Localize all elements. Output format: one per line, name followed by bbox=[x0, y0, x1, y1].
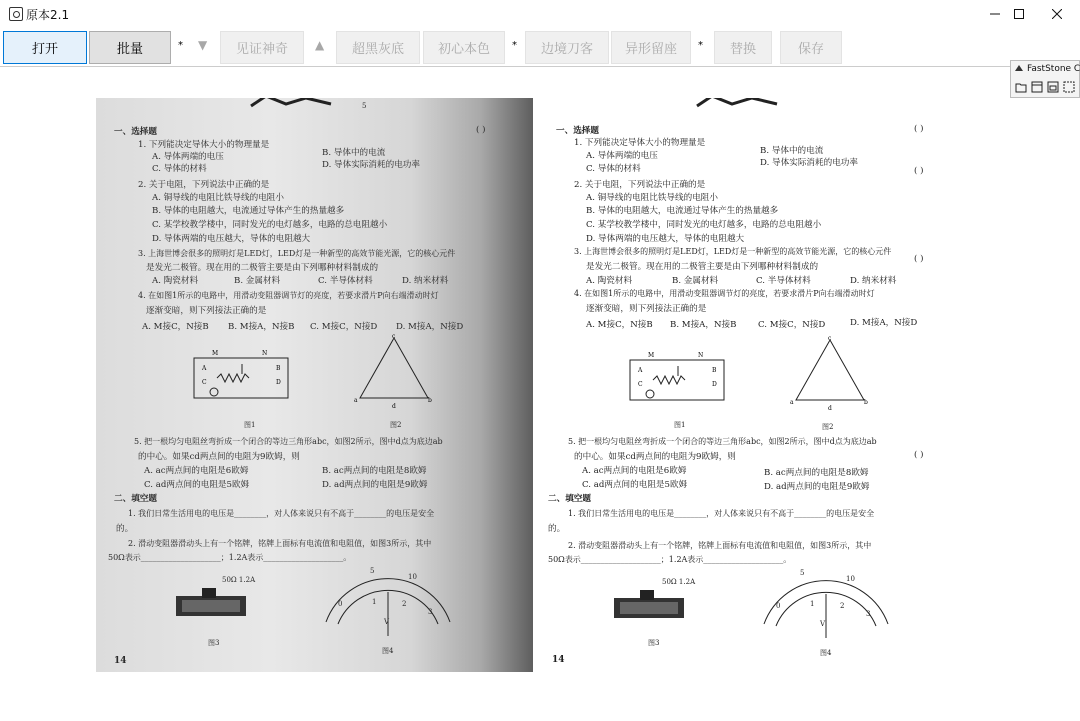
section2-title: 二、填空题 bbox=[548, 494, 591, 504]
svg-text:D: D bbox=[712, 381, 717, 388]
separator-star: * bbox=[512, 40, 517, 51]
open-button[interactable]: 打开 bbox=[3, 31, 87, 64]
q4-option-d: D. M接A，N接D bbox=[850, 318, 918, 328]
app-icon bbox=[9, 7, 23, 21]
capture-region-icon[interactable] bbox=[1063, 81, 1075, 93]
meter-tick-0: 0 bbox=[776, 602, 781, 610]
border-cut-button[interactable]: 边境刀客 bbox=[525, 31, 609, 64]
q2-option-b: B. 导体的电阻越大，电流通过导体产生的热量越多 bbox=[152, 206, 345, 216]
replace-button[interactable]: 替换 bbox=[714, 31, 772, 64]
q3-option-c: C. 半导体材料 bbox=[756, 276, 811, 286]
page-number: 14 bbox=[114, 656, 127, 666]
meter-unit: V bbox=[384, 618, 390, 626]
rheostat-icon bbox=[610, 588, 690, 628]
q3-option-c: C. 半导体材料 bbox=[318, 276, 373, 286]
q3-text-a: 3. 上海世博会很多的照明灯是LED灯，LED灯是一种新型的高效节能光源，它的核心元件 bbox=[138, 249, 456, 258]
q4-option-d: D. M接A，N接D bbox=[396, 322, 464, 332]
rheostat-label: 50Ω 1.2A bbox=[222, 576, 256, 584]
q2-option-a: A. 铜导线的电阻比铁导线的电阻小 bbox=[152, 193, 284, 203]
fill1-text-a: 1. 我们日常生活用电的电压是________，对人体来说只有不高于________的电压是安全 bbox=[128, 509, 435, 518]
q4-text-b: 逐渐变暗，则下列接法正确的是 bbox=[146, 306, 267, 316]
meter-tick-5: 5 bbox=[800, 569, 805, 577]
open-file-icon[interactable] bbox=[1015, 81, 1027, 93]
separator-star: * bbox=[178, 40, 183, 51]
q5-option-a: A. ac两点间的电阻是6欧姆 bbox=[144, 466, 249, 476]
section1-title: 一、选择题 bbox=[556, 126, 599, 136]
q5-option-d: D. ad两点间的电阻是9欧姆 bbox=[322, 480, 428, 490]
maximize-icon bbox=[1014, 9, 1024, 19]
svg-text:B: B bbox=[276, 365, 281, 372]
svg-text:N: N bbox=[698, 352, 704, 359]
meter-tick: 5 bbox=[362, 102, 367, 110]
batch-button[interactable]: 批量 bbox=[89, 31, 171, 64]
q4-option-c: C. M接C，N接D bbox=[310, 322, 378, 332]
circuit-diagram-icon bbox=[192, 346, 292, 406]
fill2-text-b: 50Ω表示____________________；1.2A表示____________________。 bbox=[548, 555, 792, 564]
meter-unit: V bbox=[820, 620, 826, 628]
q1-option-c: C. 导体的材料 bbox=[152, 164, 207, 174]
title-bar bbox=[0, 0, 1080, 28]
bracket: ( ) bbox=[914, 254, 924, 264]
svg-text:C: C bbox=[638, 381, 643, 388]
faststone-capture-panel[interactable] bbox=[1010, 60, 1080, 98]
q5-option-c: C. ad两点间的电阻是5欧姆 bbox=[144, 480, 250, 490]
rheostat-label: 50Ω 1.2A bbox=[662, 578, 696, 586]
fill2-text-a: 2. 滑动变阻器滑动头上有一个铭牌，铭牌上面标有电流值和电阻值，如图3所示，其中 bbox=[128, 539, 432, 548]
q2-option-d: D. 导体两端的电压越大，导体的电阻越大 bbox=[586, 234, 745, 244]
q3-option-a: A. 陶瓷材料 bbox=[152, 276, 199, 286]
fill1-text-b: 的。 bbox=[548, 524, 566, 534]
processed-document bbox=[544, 98, 966, 672]
svg-text:d: d bbox=[828, 405, 832, 412]
q4-option-b: B. M接A，N接B bbox=[670, 320, 737, 330]
q5-text-a: 5. 把一根均匀电阻丝弯折成一个闭合的等边三角形abc，如图2所示，图中d点为底边ab bbox=[568, 437, 877, 446]
odd-stay-button[interactable]: 异形留座 bbox=[611, 31, 691, 64]
window-title: 原本2.1 bbox=[26, 8, 70, 22]
q4-option-c: C. M接C，N接D bbox=[758, 320, 826, 330]
toolbar bbox=[0, 28, 1080, 66]
q3-text-b: 是发光二极管。现在用的二极管主要是由下列哪种材料制成的 bbox=[586, 262, 819, 272]
q1-option-c: C. 导体的材料 bbox=[586, 164, 641, 174]
header-banner-icon bbox=[246, 98, 336, 108]
fill1-text-a: 1. 我们日常生活用电的电压是________，对人体来说只有不高于________的电压是安全 bbox=[568, 509, 875, 518]
header-banner-icon bbox=[692, 98, 782, 108]
q5-option-b: B. ac两点间的电阻是8欧姆 bbox=[322, 466, 427, 476]
close-button[interactable] bbox=[1034, 0, 1080, 28]
q2-option-d: D. 导体两端的电压越大，导体的电阻越大 bbox=[152, 234, 311, 244]
svg-text:c: c bbox=[828, 336, 832, 342]
q1-option-d: D. 导体实际消耗的电功率 bbox=[760, 158, 858, 168]
image-viewer bbox=[0, 66, 1080, 721]
q2-text: 2. 关于电阻，下列说法中正确的是 bbox=[574, 180, 706, 190]
figure1-label: 图1 bbox=[244, 421, 256, 429]
witness-button[interactable]: 见证神奇 bbox=[220, 31, 304, 64]
original-color-button[interactable]: 初心本色 bbox=[423, 31, 505, 64]
figure4-label: 图4 bbox=[382, 647, 394, 655]
down-arrow-button[interactable]: ▼ bbox=[198, 38, 208, 52]
meter-tick-2: 2 bbox=[840, 602, 845, 610]
q2-option-b: B. 导体的电阻越大，电流通过导体产生的热量越多 bbox=[586, 206, 779, 216]
fill2-text-a: 2. 滑动变阻器滑动头上有一个铭牌，铭牌上面标有电流值和电阻值，如图3所示，其中 bbox=[568, 541, 872, 550]
bracket: ( ) bbox=[914, 124, 924, 134]
q5-text-a: 5. 把一根均匀电阻丝弯折成一个闭合的等边三角形abc，如图2所示，图中d点为底边ab bbox=[134, 437, 443, 446]
figure3-label: 图3 bbox=[648, 639, 660, 647]
q4-option-a: A. M接C，N接B bbox=[142, 322, 209, 332]
figure1-label: 图1 bbox=[674, 421, 686, 429]
faststone-title: FastStone C bbox=[1027, 64, 1080, 74]
q1-option-d: D. 导体实际消耗的电功率 bbox=[322, 160, 420, 170]
figure3-label: 图3 bbox=[208, 639, 220, 647]
capture-window-icon[interactable] bbox=[1031, 81, 1043, 93]
q3-option-d: D. 纳米材料 bbox=[402, 276, 449, 286]
q5-text-b: 的中心。如果cd两点间的电阻为9欧姆，则 bbox=[138, 452, 300, 462]
close-icon bbox=[1052, 9, 1062, 19]
meter-tick-1: 1 bbox=[372, 598, 377, 606]
q4-text-a: 4. 在如图1所示的电路中，用滑动变阻器调节灯的亮度，若要求滑片P向右端滑动时灯 bbox=[138, 291, 439, 300]
svg-text:a: a bbox=[790, 399, 794, 406]
circuit-diagram-icon bbox=[628, 348, 728, 408]
meter-tick-3: 3 bbox=[428, 608, 433, 616]
q3-text-b: 是发光二极管。现在用的二极管主要是由下列哪种材料制成的 bbox=[146, 263, 379, 273]
svg-text:c: c bbox=[392, 334, 396, 340]
meter-tick-0: 0 bbox=[338, 600, 343, 608]
fill2-text-b: 50Ω表示____________________；1.2A表示____________________。 bbox=[108, 553, 352, 562]
bracket: ( ) bbox=[914, 450, 924, 460]
voltmeter-dial-icon bbox=[756, 574, 896, 652]
q5-text-b: 的中心。如果cd两点间的电阻为9欧姆，则 bbox=[574, 452, 736, 462]
q1-option-a: A. 导体两端的电压 bbox=[152, 152, 224, 162]
meter-tick-1: 1 bbox=[810, 600, 815, 608]
svg-text:b: b bbox=[428, 397, 432, 404]
svg-text:d: d bbox=[392, 403, 396, 410]
section1-title: 一、选择题 bbox=[114, 127, 157, 137]
svg-text:M: M bbox=[648, 352, 655, 359]
q3-option-a: A. 陶瓷材料 bbox=[586, 276, 633, 286]
triangle-diagram-icon bbox=[354, 334, 434, 410]
q2-text: 2. 关于电阻，下列说法中正确的是 bbox=[138, 180, 270, 190]
triangle-diagram-icon bbox=[790, 336, 870, 412]
bracket: ( ) bbox=[476, 125, 486, 135]
q4-option-a: A. M接C，N接B bbox=[586, 320, 653, 330]
rheostat-icon bbox=[172, 586, 252, 626]
svg-text:N: N bbox=[262, 350, 268, 357]
q3-option-b: B. 金属材料 bbox=[234, 276, 281, 286]
separator-star: * bbox=[698, 40, 703, 51]
q2-option-c: C. 某学校教学楼中，同时发光的电灯越多，电路的总电阻越小 bbox=[152, 220, 388, 230]
capture-object-icon[interactable] bbox=[1047, 81, 1059, 93]
meter-tick-3: 3 bbox=[866, 610, 871, 618]
q5-option-d: D. ad两点间的电阻是9欧姆 bbox=[764, 482, 870, 492]
processed-page bbox=[544, 98, 966, 672]
up-arrow-button[interactable]: ▲ bbox=[315, 38, 325, 52]
save-button[interactable]: 保存 bbox=[780, 31, 842, 64]
q4-text-a: 4. 在如图1所示的电路中，用滑动变阻器调节灯的亮度，若要求滑片P向右端滑动时灯 bbox=[574, 289, 875, 298]
figure2-label: 图2 bbox=[822, 423, 834, 431]
q1-text: 1. 下列能决定导体大小的物理量是 bbox=[138, 140, 270, 150]
q4-option-b: B. M接A，N接B bbox=[228, 322, 295, 332]
scan-document bbox=[96, 98, 533, 672]
voltmeter-dial-icon bbox=[318, 572, 458, 650]
meter-tick-10: 10 bbox=[408, 573, 417, 581]
svg-text:A: A bbox=[202, 365, 207, 372]
q2-option-a: A. 铜导线的电阻比铁导线的电阻小 bbox=[586, 193, 718, 203]
super-gray-button[interactable]: 超黑灰底 bbox=[336, 31, 420, 64]
q1-option-b: B. 导体中的电流 bbox=[760, 146, 824, 156]
meter-tick-2: 2 bbox=[402, 600, 407, 608]
page-number: 14 bbox=[552, 655, 565, 665]
section2-title: 二、填空题 bbox=[114, 494, 157, 504]
q4-text-b: 逐渐变暗，则下列接法正确的是 bbox=[586, 304, 707, 314]
svg-text:C: C bbox=[202, 379, 207, 386]
q5-option-c: C. ad两点间的电阻是5欧姆 bbox=[582, 480, 688, 490]
svg-text:A: A bbox=[638, 367, 643, 374]
q3-text-a: 3. 上海世博会很多的照明灯是LED灯，LED灯是一种新型的高效节能光源，它的核心元件 bbox=[574, 247, 892, 256]
bracket: ( ) bbox=[914, 166, 924, 176]
q1-option-b: B. 导体中的电流 bbox=[322, 148, 386, 158]
q3-option-d: D. 纳米材料 bbox=[850, 276, 897, 286]
svg-text:D: D bbox=[276, 379, 281, 386]
q1-option-a: A. 导体两端的电压 bbox=[586, 151, 658, 161]
svg-text:b: b bbox=[864, 399, 868, 406]
collapse-icon[interactable] bbox=[1015, 65, 1023, 71]
q3-option-b: B. 金属材料 bbox=[672, 276, 719, 286]
q1-text: 1. 下列能决定导体大小的物理量是 bbox=[574, 138, 706, 148]
q5-option-a: A. ac两点间的电阻是6欧姆 bbox=[582, 466, 687, 476]
svg-text:B: B bbox=[712, 367, 717, 374]
fill1-text-b: 的。 bbox=[116, 524, 134, 534]
svg-text:M: M bbox=[212, 350, 219, 357]
q2-option-c: C. 某学校教学楼中，同时发光的电灯越多，电路的总电阻越小 bbox=[586, 220, 822, 230]
original-scan-page bbox=[96, 98, 533, 672]
meter-tick-10: 10 bbox=[846, 575, 855, 583]
meter-tick-5: 5 bbox=[370, 567, 375, 575]
figure4-label: 图4 bbox=[820, 649, 832, 657]
svg-text:a: a bbox=[354, 397, 358, 404]
q5-option-b: B. ac两点间的电阻是8欧姆 bbox=[764, 468, 869, 478]
figure2-label: 图2 bbox=[390, 421, 402, 429]
